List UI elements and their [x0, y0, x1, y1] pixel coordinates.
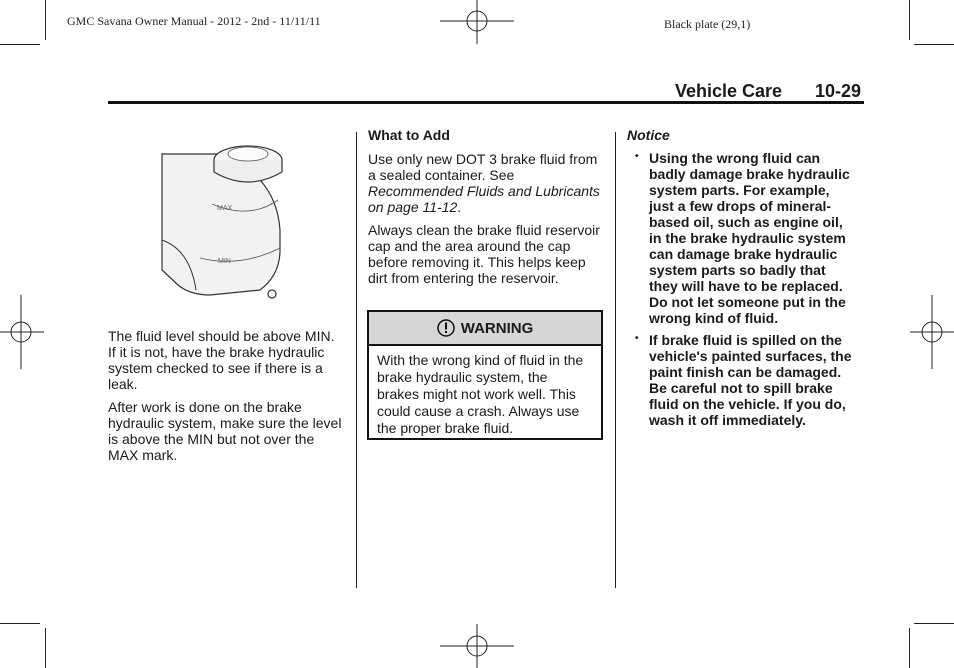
paragraph-after-work: After work is done on the brake hydraulic system, make sure the level is above the MIN but not over the MAX mark.	[108, 399, 342, 463]
warning-header	[369, 312, 601, 346]
what-to-add-heading: What to Add	[368, 127, 450, 143]
crop-mark-top-left-h	[0, 44, 40, 45]
registration-mark-bottom	[440, 624, 514, 668]
crop-mark-bottom-right-h	[914, 623, 954, 624]
right-column	[627, 127, 853, 434]
notice-bullet-item: • If brake fluid is spilled on the vehicle's painted surfaces, the paint finish can be damaged. Be careful not to spill brake fluid on the vehicle. If you do, wash it off immediately.	[635, 332, 852, 428]
header-rule	[108, 101, 864, 104]
crop-mark-top-right-h	[914, 44, 954, 45]
column-divider-1	[356, 132, 357, 588]
left-column	[108, 328, 342, 470]
section-title: Vehicle Care	[675, 81, 783, 101]
fluids-reference-link[interactable]: Recommended Fluids and Lubricants on page 11-12	[368, 183, 600, 215]
plate-info: Black plate (29,1)	[664, 17, 751, 31]
paragraph-use-dot3: Use only new DOT 3 brake fluid from a sealed container. See Recommended Fluids and Lubricants on page 11-12.	[368, 151, 600, 215]
warning-icon	[437, 319, 455, 337]
page-number: 10-29	[815, 81, 862, 101]
paragraph-clean-cap: Always clean the brake fluid reservoir cap and the area around the cap before removing it. This helps keep dirt from entering the reservoir.	[368, 222, 600, 286]
column-divider-2	[615, 132, 616, 588]
notice-title: Notice	[627, 127, 670, 143]
middle-column	[368, 127, 602, 293]
warning-box	[367, 310, 603, 440]
bullet-icon: •	[635, 151, 639, 162]
notice-list	[627, 150, 853, 428]
warning-label: WARNING	[460, 319, 534, 337]
crop-mark-top-right-v	[909, 0, 910, 40]
crop-mark-top-left-v	[45, 0, 46, 40]
registration-mark-top	[440, 0, 514, 44]
min-mark-label: MIN	[218, 258, 231, 265]
notice-bullet-item: • Using the wrong fluid can badly damage brake hydraulic system parts. For example, just a few drops of mineral-based oil, such as engine oil, in the brake hydraulic system can damage brake hydraulic system parts so badly that they will have to be replaced. Do not let someone put in the wrong kind of fluid.	[635, 150, 850, 326]
bullet-icon: •	[635, 333, 639, 344]
max-mark-label: MAX	[217, 205, 233, 212]
doc-info: GMC Savana Owner Manual - 2012 - 2nd - 11/11/11	[67, 14, 321, 28]
brake-fluid-reservoir-illustration	[160, 140, 290, 305]
warning-text: With the wrong kind of fluid in the brake hydraulic system, the brakes might not work well. This could cause a crash. Always use the proper brake fluid.	[377, 352, 584, 436]
crop-mark-bottom-right-v	[909, 628, 910, 668]
crop-mark-bottom-left-h	[0, 623, 40, 624]
registration-mark-left	[0, 295, 44, 369]
paragraph-fluid-level: The fluid level should be above MIN. If it is not, have the brake hydraulic system checked to see if there is a leak.	[108, 328, 335, 392]
registration-mark-right	[910, 295, 954, 369]
crop-mark-bottom-left-v	[45, 628, 46, 668]
